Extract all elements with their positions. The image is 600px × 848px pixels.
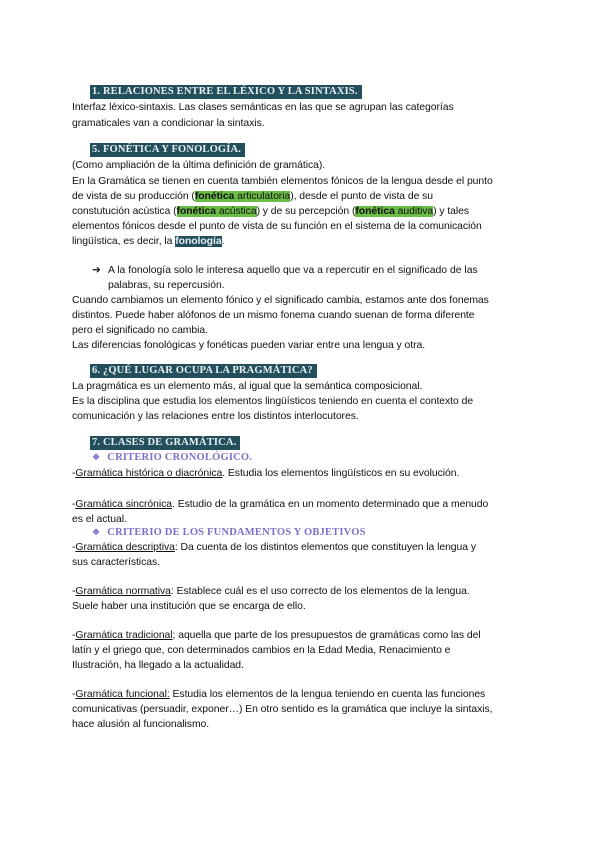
criterio-fundamentos: ❖ CRITERIO DE LOS FUNDAMENTOS Y OBJETIVOS: [92, 527, 366, 538]
s5-p2-line-2: distintos. Puede haber alófonos de un mismo fonema cuando suenan de forma diferente: [72, 310, 475, 321]
s5-bullet-line-2: palabras, su repercusión.: [108, 280, 225, 291]
gramatica-tradicional: -Gramática tradicional; aquella que parte de los presupuestos de gramáticas como las del: [72, 630, 481, 641]
gramatica-normativa: -Gramática normativa: Establece cuál es el uso correcto de los elementos de la lengua.: [72, 586, 470, 597]
s5-bullet: ➔ A la fonología solo le interesa aquello que va a repercutir en el significado de las: [92, 265, 478, 276]
s1-line-2: gramaticales van a condicionar la sintaxis.: [72, 118, 265, 129]
s5-p2-line-3: pero el significado no cambia.: [72, 325, 208, 336]
s6-line-1: La pragmática es un elemento más, al igual que la semántica composicional.: [72, 381, 423, 392]
highlight-fonetica-acustica: fonética acústica: [176, 206, 257, 217]
gramatica-descriptiva-line-2: sus características.: [72, 557, 160, 568]
gramatica-normativa-line-2: Suele haber una institución que se encarga de ello.: [72, 601, 306, 612]
highlight-fonetica-auditiva: fonética auditiva: [355, 206, 434, 217]
gramatica-sincronica-line-2: es el actual.: [72, 514, 127, 525]
arrow-bullet-icon: ➔: [92, 265, 101, 276]
diamond-bullet-icon: ❖: [92, 452, 101, 462]
gramatica-tradicional-line-3: Ilustración, ha llegado a la actualidad.: [72, 660, 244, 671]
highlight-fonetica-articulatoria: fonética articulatoria: [194, 191, 291, 202]
gramatica-historica: -Gramática histórica o diacrónica. Estudia los elementos lingüísticos en su evolución.: [72, 468, 460, 479]
s6-line-3: comunicación y las relaciones entre los distintos interlocutores.: [72, 411, 359, 422]
gramatica-funcional: -Gramática funcional: Estudia los elementos de la lengua teniendo en cuenta las funciones: [72, 689, 486, 700]
section-6-heading: 6. ¿QUÉ LUGAR OCUPA LA PRAGMÁTICA?: [90, 364, 317, 378]
s5-line-2: En la Gramática se tienen en cuenta también elementos fónicos de la lengua desde el punto: [72, 176, 493, 187]
s5-line-1: (Como ampliación de la última definición de gramática).: [72, 160, 326, 171]
s5-line-6: lingüística, es decir, la fonología.: [72, 236, 225, 247]
section-7-heading: 7. CLASES DE GRAMÁTICA.: [90, 436, 240, 450]
section-1-heading: 1. RELACIONES ENTRE EL LÉXICO Y LA SINTAXIS.: [90, 85, 362, 99]
section-5-heading: 5. FONÉTICA Y FONOLOGÍA.: [90, 143, 245, 157]
s5-p2-line-1: Cuando cambiamos un elemento fónico y el significado cambia, estamos ante dos fonemas: [72, 295, 489, 306]
s5-line-4: constutución acústica (fonética acústica) y de su percepción (fonética auditiva) y tales: [72, 206, 470, 217]
gramatica-funcional-line-3: hace alusión al funcionalismo.: [72, 719, 210, 730]
s5-p2-line-4: Las diferencias fonológicas y fonéticas pueden variar entre una lengua y otra.: [72, 340, 426, 351]
gramatica-funcional-line-2: comunicativas (persuadir, exponer…) En otro sentido es la gramática que incluye la sintaxis,: [72, 704, 493, 715]
gramatica-tradicional-line-2: latín y el griego que, con determinados cambios en la Edad Media, Renacimiento e: [72, 645, 451, 656]
gramatica-descriptiva: -Gramática descriptiva: Da cuenta de los distintos elementos que constituyen la lengua y: [72, 542, 476, 553]
diamond-bullet-icon: ❖: [92, 527, 101, 537]
s5-line-5: elementos fónicos desde el punto de vista de su función en el sistema de la comunicación: [72, 221, 482, 232]
s5-line-3: de vista de su producción (fonética articulatoria), desde el punto de vista de su: [72, 191, 434, 202]
s6-line-2: Es la disciplina que estudia los elementos lingüísticos teniendo en cuenta el contexto de: [72, 396, 474, 407]
s1-line-1: Interfaz léxico-sintaxis. Las clases semánticas en las que se agrupan las categorías: [72, 102, 454, 113]
gramatica-sincronica: -Gramática sincrónica. Estudio de la gramática en un momento determinado que a menudo: [72, 499, 489, 510]
criterio-cronologico: ❖ CRITERIO CRONOLÓGICO.: [92, 452, 253, 463]
highlight-fonologia: fonología: [175, 236, 222, 247]
